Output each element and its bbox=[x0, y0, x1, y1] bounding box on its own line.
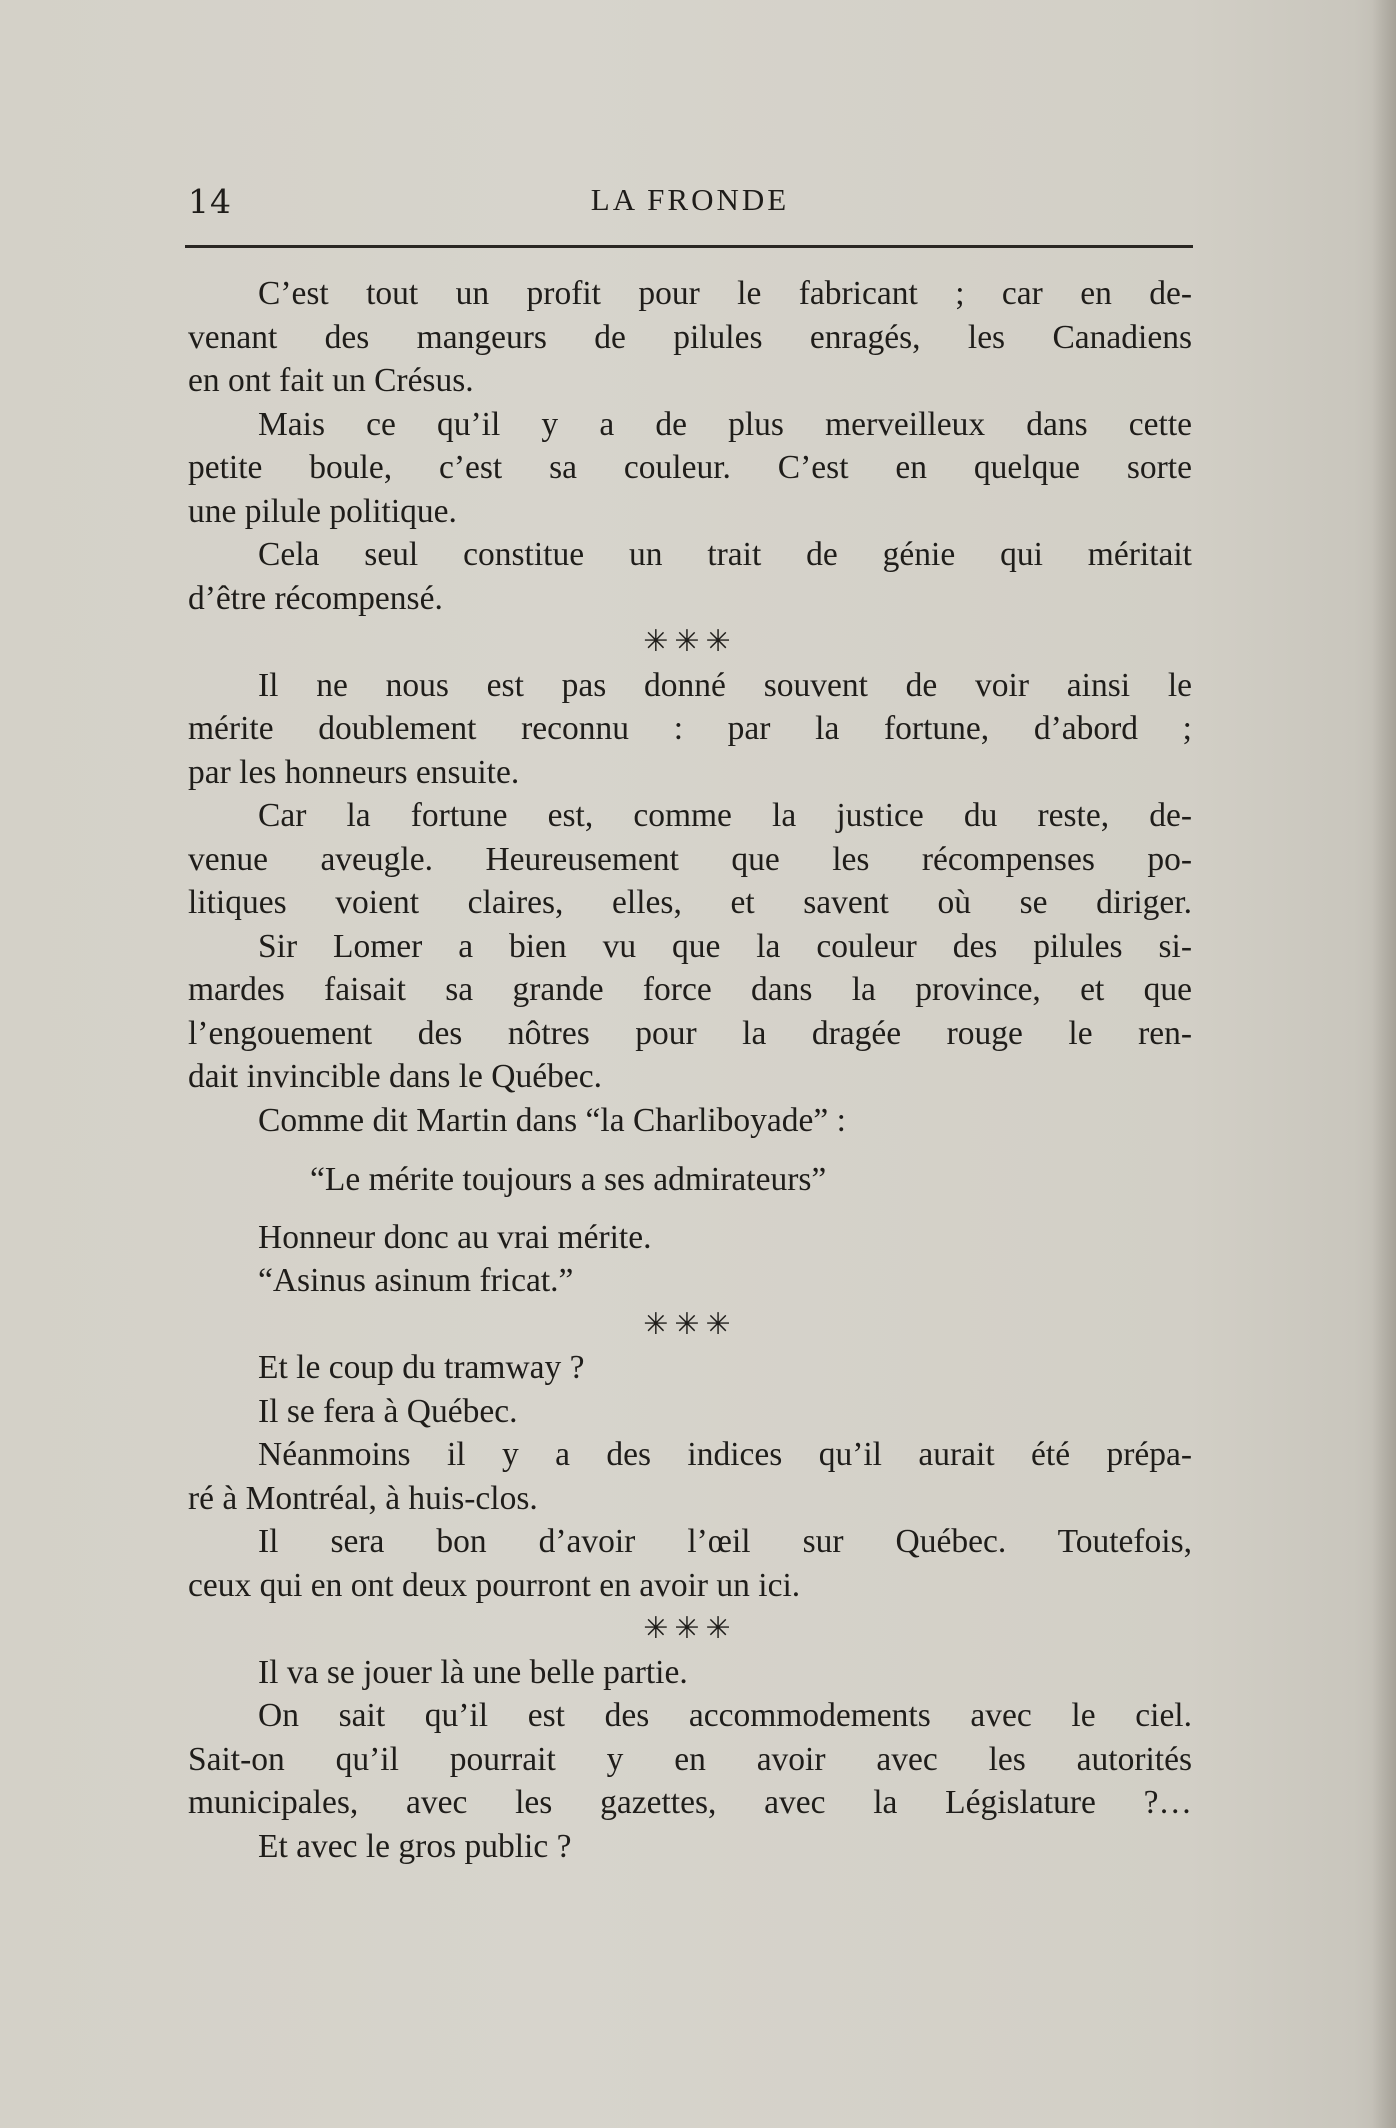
text-line: petite boule, c’est sa couleur. C’est en quelque sorte bbox=[188, 449, 1192, 486]
text-line: venue aveugle. Heureusement que les récompenses po- bbox=[188, 840, 1192, 878]
text-line: venant des mangeurs de pilules enragés, les Canadiens bbox=[188, 318, 1192, 356]
text-line: en ont fait un Crésus. bbox=[188, 362, 474, 399]
page-header bbox=[188, 182, 1192, 228]
text-line: municipales, avec les gazettes, avec la Législature ?… bbox=[188, 1784, 1192, 1821]
header-rule bbox=[185, 245, 1193, 248]
text-line: l’engouement des nôtres pour la dragée rouge le ren- bbox=[188, 1014, 1192, 1052]
text-line: mérite doublement reconnu : par la fortune, d’abord ; bbox=[188, 710, 1192, 747]
text-line: une pilule politique. bbox=[188, 492, 457, 530]
section-ornament: ✳✳✳ bbox=[643, 1611, 737, 1646]
text-line: Et le coup du tramway ? bbox=[258, 1349, 585, 1386]
text-line: par les honneurs ensuite. bbox=[188, 753, 520, 791]
text-line: Et avec le gros public ? bbox=[258, 1827, 572, 1865]
page-number: 14 bbox=[188, 182, 232, 221]
text-line: Il se fera à Québec. bbox=[258, 1392, 518, 1430]
text-line: litiques voient claires, elles, et savent où se diriger. bbox=[188, 884, 1192, 921]
text-line: Il sera bon d’avoir l’œil sur Québec. Toutefois, bbox=[258, 1523, 1192, 1560]
text-line: dait invincible dans le Québec. bbox=[188, 1058, 602, 1095]
section-ornament: ✳✳✳ bbox=[643, 1306, 737, 1342]
verse-quotation: “Le mérite toujours a ses admirateurs” bbox=[310, 1161, 827, 1198]
text-line: C’est tout un profit pour le fabricant ; car en de- bbox=[258, 275, 1192, 312]
section-ornament: ✳✳✳ bbox=[643, 624, 737, 659]
text-line: d’être récompensé. bbox=[188, 579, 443, 617]
text-line: Car la fortune est, comme la justice du reste, de- bbox=[258, 797, 1192, 834]
text-line: ceux qui en ont deux pourront en avoir un ici. bbox=[188, 1566, 801, 1604]
text-line: Honneur donc au vrai mérite. bbox=[258, 1218, 652, 1256]
text-line: Cela seul constitue un trait de génie qui méritait bbox=[258, 536, 1192, 573]
text-line: Sait-on qu’il pourrait y en avoir avec les autorités bbox=[188, 1740, 1192, 1778]
body-text bbox=[188, 272, 1192, 1868]
text-line: On sait qu’il est des accommodements avec le ciel. bbox=[258, 1697, 1192, 1734]
text-line: ré à Montréal, à huis-clos. bbox=[188, 1479, 538, 1517]
text-line: Il ne nous est pas donné souvent de voir ainsi le bbox=[258, 666, 1192, 704]
text-line: Néanmoins il y a des indices qu’il aurait été prépa- bbox=[258, 1436, 1192, 1473]
text-line: Il va se jouer là une belle partie. bbox=[258, 1653, 688, 1691]
text-line: Mais ce qu’il y a de plus merveilleux dans cette bbox=[258, 405, 1192, 443]
page-edge-shadow bbox=[1372, 0, 1396, 2128]
text-line: Sir Lomer a bien vu que la couleur des pilules si- bbox=[258, 927, 1192, 965]
text-line: Comme dit Martin dans “la Charliboyade” : bbox=[258, 1101, 846, 1139]
running-title: LA FRONDE bbox=[590, 182, 790, 217]
text-line: mardes faisait sa grande force dans la province, et que bbox=[188, 971, 1192, 1008]
text-line: “Asinus asinum fricat.” bbox=[258, 1262, 574, 1299]
